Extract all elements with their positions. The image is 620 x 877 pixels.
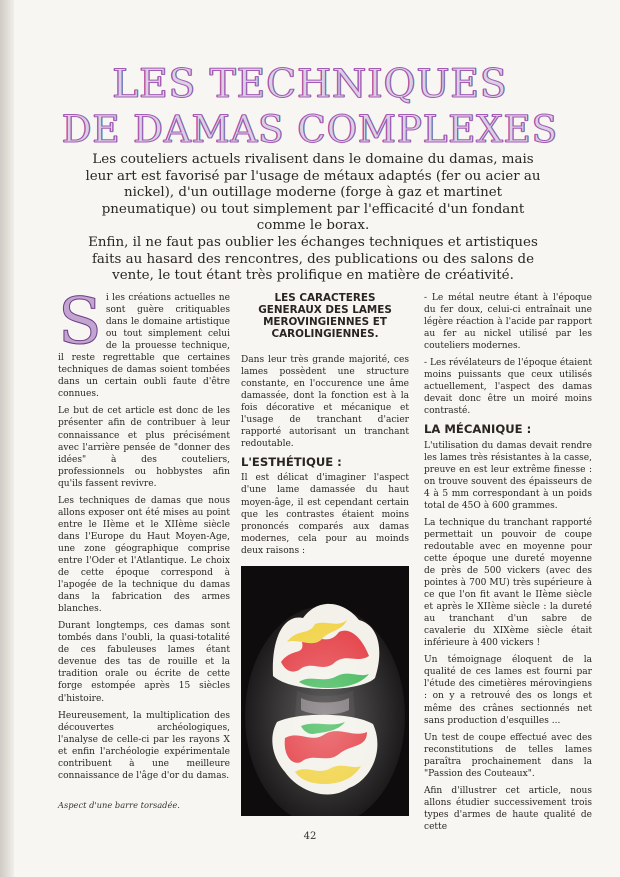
column3-paragraph-4: La technique du tranchant rapporté permettait un pouvoir de coupe redoutable avec en moyenne pour cette époque une dureté moyenne de près de 500 vickers (avec des pointes à 700 MU) très supérieure à ce que l'on fit avant le IIème siècle et après le XIIème siècle : la dureté au tranchant d'un sabre de cavalerie du XIXème siècle était inférieure à 400 vickers ! [424, 517, 592, 649]
page-number: 42 [303, 831, 317, 842]
column2-paragraph-2: Il est délicat d'imaginer l'aspect d'une lame damassée du haut moyen-âge, il est cependant certain que les contrastes étaient moins prononcés comparés aux damas modernes, cela pour au moinds deux raisons : [241, 473, 409, 556]
column1-paragraph-2: Le but de cet article est donc de les présenter afin de contribuer à leur connaissance et plus précisément avec l'arrière pensée de "donner des idées" à des couteliers, professionnels ou hobbystes afin qu'ils fassent revivre. [58, 406, 230, 489]
column1-paragraph-5: Heureusement, la multiplication des découvertes archéologiques, l'analyse de celle-ci par les rayons X et enfin l'archéologie expérimentale contribuent à une meilleure connaissance de l'âge d'or du damas. [58, 710, 230, 781]
column-2 [241, 292, 409, 562]
column3-paragraph-5: Un témoignage éloquent de la qualité de ces lames est fourni par l'étude des cimetières mérovingiens : on y a retrouvé des os longs et même des crânes sectionnés net sans production d'esquilles ... [424, 655, 592, 726]
column2-paragraph-1: Dans leur très grande majorité, ces lames possèdent une structure constante, en l'occurence une âme damassée, dont la fonction est à la fois décorative et mécanique et l'usage de tranchant d'acier rapporté autorisant un tranchant redoutable. [241, 355, 409, 450]
drop-cap: S [58, 285, 102, 359]
column3-paragraph-2: - Les révélateurs de l'époque étaient moins puissants que ceux utilisés actuellement, l'aspect des damas devait donc être un moiré moins contrasté. [424, 358, 592, 417]
page-title-line1: LES TECHNIQUES [112, 62, 508, 107]
section-heading-caracteres: LES CARACTERES GENERAUX DES LAMES MEROVINGIENNES ET CAROLINGIENNES. [258, 292, 392, 340]
damascus-bar-photo [241, 566, 409, 816]
column3-paragraph-7: Afin d'illustrer cet article, nous allons étudier successivement trois types d'armes de haute qualité de cette [424, 785, 592, 832]
column3-paragraph-6: Un test de coupe effectué avec des reconstitutions de telles lames paraîtra prochainement dans la "Passion des Couteaux". [424, 732, 592, 779]
section-heading-mecanique: LA MÉCANIQUE : [424, 422, 532, 437]
intro-block [78, 152, 548, 285]
section-heading-esthetique: L'ESTHÉTIQUE : [241, 455, 342, 470]
column3-paragraph-3: L'utilisation du damas devait rendre les lames très résistantes à la casse, preuve en est leur extrême finesse : on trouve souvent des épaisseurs de 4 à 5 mm correspondant à un poids total de 45O à 600 grammes. [424, 440, 592, 511]
column-3 [424, 292, 592, 838]
twisted-bar-image [241, 566, 409, 816]
column1-paragraph-3: Les techniques de damas que nous allons exposer ont été mises au point entre le IIème et le XIIème siècle dans l'Europe du Haut Moyen-Age, une zone géographique comprise entre l'Oder et l'Atlantique. Le choix de cette époque correspond à l'apogée de la technique du damas dans la fabrication des armes blanches. [58, 495, 230, 615]
intro-paragraph-1: Les couteliers actuels rivalisent dans le domaine du damas, mais leur art est favorisé par l'usage de métaux adaptés (fer ou acier au nickel), d'un outillage moderne (forge à gaz et martinet pneumatique) ou tout simplement par l'efficacité d'un fondant comme le borax. [85, 152, 541, 234]
photo-caption: Aspect d'une barre torsadée. [58, 800, 180, 810]
column1-paragraph-1: i les créations actuelles ne sont guère critiquables dans le domaine artistique ou tout simplement celui de la prouesse technique, il reste regrettable que certaines techniques de damas soient tombées dans un certain oubli faute d'être connues. [58, 293, 230, 400]
column1-paragraph-4: Durant longtemps, ces damas sont tombés dans l'oubli, la quasi-totalité de ces fabuleuses lames étant devenue des tas de rouille et la tradition orale ou écrite de cette forge estompée après 15 siècles d'histoire. [58, 621, 230, 704]
column-1 [58, 285, 230, 787]
intro-paragraph-2: Enfin, il ne faut pas oublier les échanges techniques et artistiques faits au hasard des rencontres, des publications ou des salons de vente, le tout étant très prolifique en matière de créativité. [88, 234, 538, 284]
page-title-line2: DE DAMAS COMPLEXES [61, 108, 559, 151]
column3-paragraph-1: - Le métal neutre étant à l'époque du fer doux, celui-ci entraînait une légère réaction à l'acide par rapport au fer au nickel utilisé par les couteliers modernes. [424, 293, 592, 352]
